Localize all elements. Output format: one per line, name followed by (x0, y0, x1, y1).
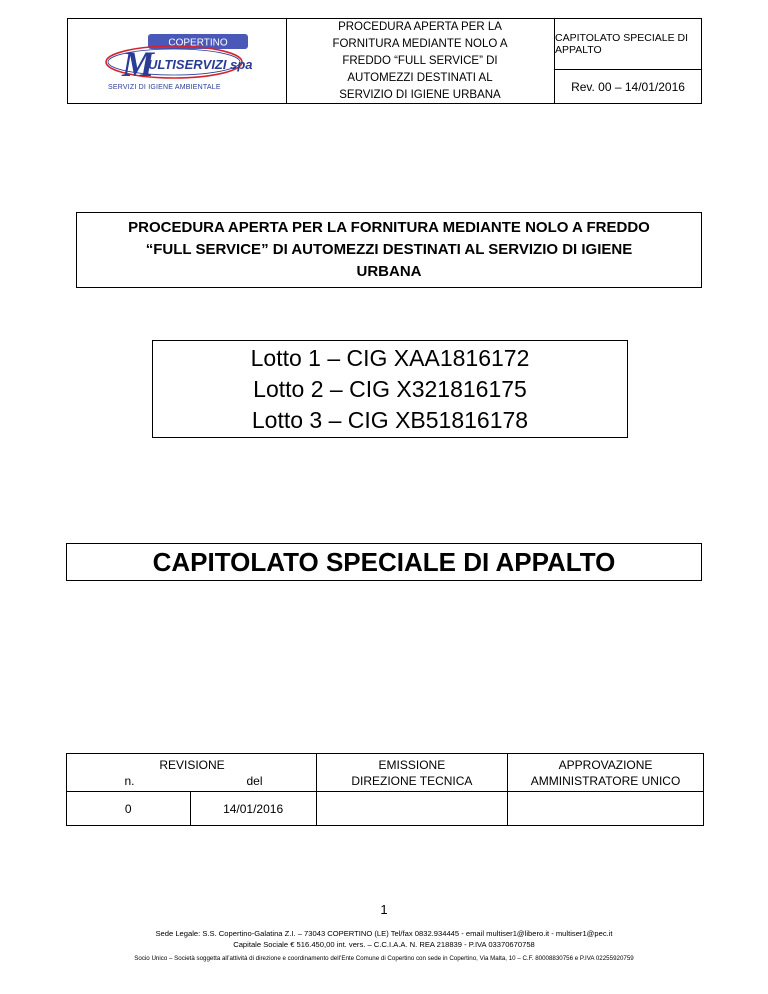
lot-line: Lotto 2 – CIG X321816175 (253, 375, 527, 402)
document-header (67, 18, 702, 104)
multiservizi-logo (102, 32, 252, 94)
procedure-line: PROCEDURA APERTA PER LA (338, 20, 502, 33)
emission-heading: EMISSIONE (378, 757, 446, 772)
revision-label: Rev. 00 – 14/01/2016 (571, 79, 685, 94)
emission-header-cell (316, 754, 507, 792)
meta-cell (555, 19, 701, 103)
footer-line-3: Socio Unico – Società soggetta all’attività di direzione e coordinamento dell’Ente Comune di Copertino con sede in Copertino, Via Malta, 10 – C.F. 80008830756 e P.IVA 02255920759 (134, 955, 634, 962)
emission-value (316, 792, 507, 826)
revision-del-label: del (246, 774, 263, 788)
procedure-line: FREDDO “FULL SERVICE” DI (342, 54, 498, 67)
lot-line: Lotto 3 – CIG XB51816178 (251, 406, 529, 433)
logo-top-label: COPERTINO (168, 37, 228, 49)
procedure-title (76, 212, 702, 288)
revision-header-cell (67, 754, 317, 792)
revision-n-label: n. (124, 774, 135, 788)
doc-type: CAPITOLATO SPECIALE DI APPALTO (555, 19, 701, 70)
emission-dept: DIREZIONE TECNICA (351, 773, 473, 788)
logo-initial: M (122, 44, 155, 84)
approval-header-cell (508, 754, 704, 792)
title-line: PROCEDURA APERTA PER LA FORNITURA MEDIANTE NOLO A FREDDO (128, 219, 650, 236)
footer-line-1: Sede Legale: S.S. Copertino-Galatina Z.I. – 73043 COPERTINO (LE) Tel/fax 0832.934445 - email multiser1@libero.it - multiser1@pec.it (155, 929, 613, 938)
logo-brand: ULTISERVIZI spa (148, 57, 252, 72)
lot-line: Lotto 1 – CIG XAA1816172 (250, 344, 530, 371)
title-line: URBANA (356, 263, 422, 280)
main-heading: CAPITOLATO SPECIALE DI APPALTO (66, 543, 702, 581)
procedure-cell (286, 19, 555, 103)
lots-box (152, 340, 628, 438)
approval-role: AMMINISTRATORE UNICO (530, 773, 681, 788)
logo-graphic (102, 32, 252, 84)
procedure-line: FORNITURA MEDIANTE NOLO A (332, 37, 508, 50)
procedure-line: AUTOMEZZI DESTINATI AL (347, 71, 493, 84)
revision-date: 14/01/2016 (190, 792, 316, 826)
title-line: “FULL SERVICE” DI AUTOMEZZI DESTINATI AL SERVIZIO DI IGIENE (145, 241, 633, 258)
logo-cell (68, 19, 287, 103)
revision-heading: REVISIONE (159, 758, 225, 772)
approval-value (508, 792, 704, 826)
revision-number: 0 (67, 792, 191, 826)
footer-legal (0, 928, 768, 950)
footer-line-2: Capitale Sociale € 516.450,00 int. vers. – C.C.I.A.A. N. REA 218839 - P.IVA 03370670758 (233, 940, 535, 949)
page-number: 1 (380, 902, 388, 917)
approval-heading: APPROVAZIONE (558, 757, 653, 772)
revision-table (66, 753, 704, 826)
logo-tagline: SERVIZI DI IGIENE AMBIENTALE (108, 84, 221, 91)
procedure-line: SERVIZIO DI IGIENE URBANA (339, 88, 501, 101)
